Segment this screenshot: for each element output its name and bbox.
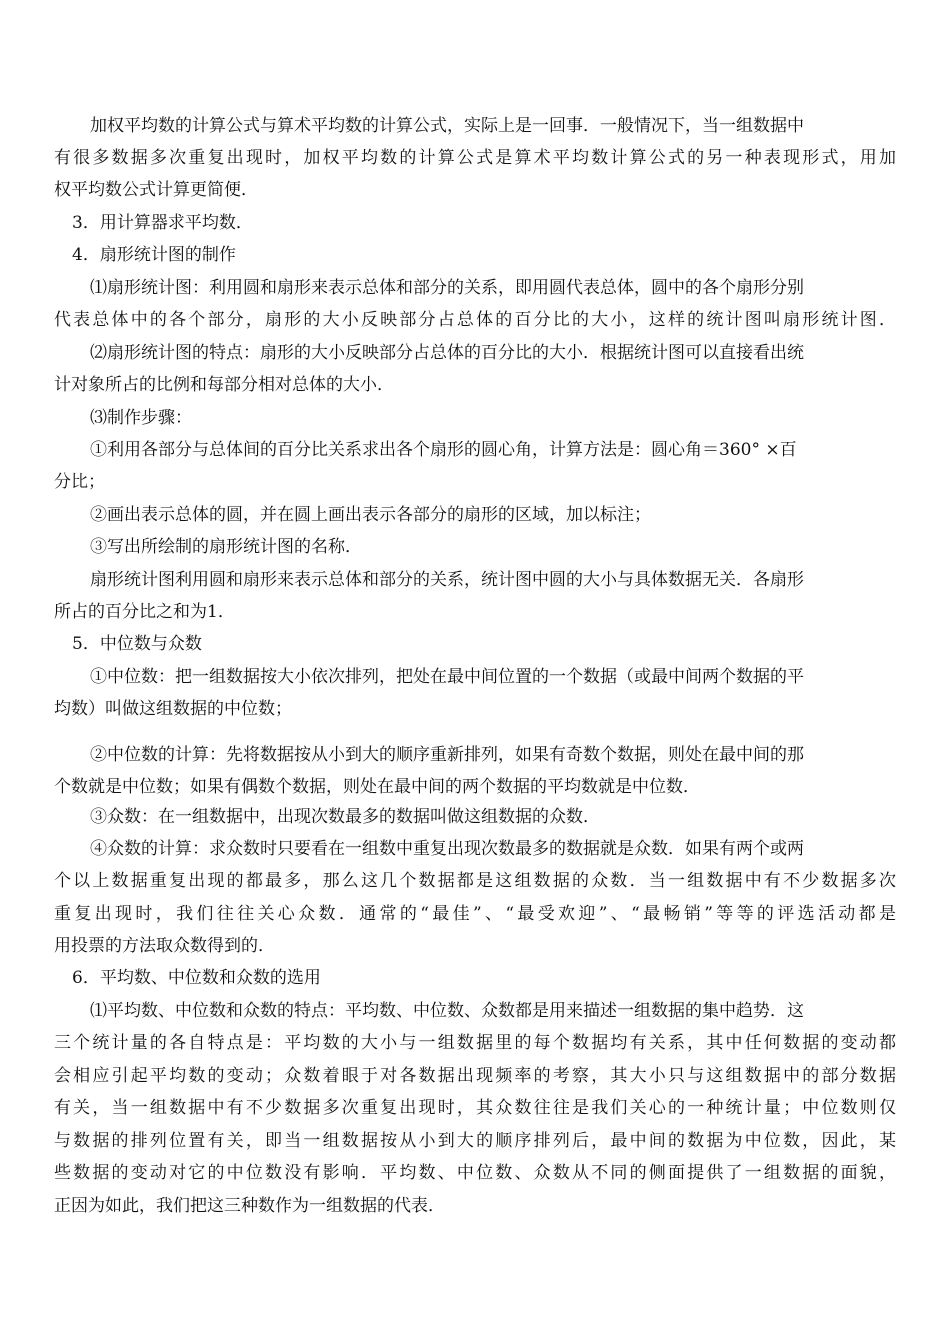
text-line: ④众数的计算：求众数时只要看在一组数中重复出现次数最多的数据就是众数．如果有两个或两 xyxy=(90,839,804,859)
section-heading: 6．平均数、中位数和众数的选用 xyxy=(72,968,321,988)
text-line: 均数）叫做这组数据的中位数； xyxy=(54,699,292,719)
section-heading: 3．用计算器求平均数． xyxy=(72,213,253,233)
text-line: 权平均数公式计算更简便． xyxy=(54,180,258,200)
text-line: 有很多数据多次重复出现时，加权平均数的计算公式是算术平均数计算公式的另一种表现形式，用加 xyxy=(54,148,896,168)
text-line: 扇形统计图利用圆和扇形来表示总体和部分的关系，统计图中圆的大小与具体数据无关．各扇形 xyxy=(90,570,804,590)
text-line: ③众数：在一组数据中，出现次数最多的数据叫做这组数据的众数． xyxy=(90,807,600,827)
text-line: ①利用各部分与总体间的百分比关系求出各个扇形的圆心角，计算方法是：圆心角＝360° ×百 xyxy=(90,440,797,460)
section-heading: 4．扇形统计图的制作 xyxy=(72,245,236,265)
text-line: ⑶制作步骤： xyxy=(90,408,192,428)
text-line: 三个统计量的各自特点是：平均数的大小与一组数据里的每个数据均有关系，其中任何数据的变动都 xyxy=(54,1033,896,1053)
text-line: 会相应引起平均数的变动；众数着眼于对各数据出现频率的考察，其大小只与这组数据中的部分数据 xyxy=(54,1066,896,1086)
text-line: 个以上数据重复出现的都最多，那么这几个数据都是这组数据的众数．当一组数据中有不少数据多次 xyxy=(54,871,896,891)
text-line: 所占的百分比之和为1． xyxy=(54,602,235,622)
text-line: ⑴扇形统计图：利用圆和扇形来表示总体和部分的关系，即用圆代表总体，圆中的各个扇形分别 xyxy=(90,278,804,298)
text-line: 个数就是中位数；如果有偶数个数据，则处在最中间的两个数据的平均数就是中位数． xyxy=(54,777,700,797)
text-line: ②中位数的计算：先将数据按从小到大的顺序重新排列，如果有奇数个数据，则处在最中间的那 xyxy=(90,745,804,765)
text-line: ⑴平均数、中位数和众数的特点：平均数、中位数、众数都是用来描述一组数据的集中趋势．这 xyxy=(90,1001,804,1021)
text-line: ⑵扇形统计图的特点：扇形的大小反映部分占总体的百分比的大小．根据统计图可以直接看出统 xyxy=(90,343,804,363)
text-line: ①中位数：把一组数据按大小依次排列，把处在最中间位置的一个数据（或最中间两个数据的平 xyxy=(90,667,804,687)
text-line: 计对象所占的比例和每部分相对总体的大小． xyxy=(54,375,394,395)
text-line: 加权平均数的计算公式与算术平均数的计算公式，实际上是一回事．一般情况下，当一组数据中 xyxy=(90,116,804,136)
text-line: ②画出表示总体的圆，并在圆上画出表示各部分的扇形的区域，加以标注； xyxy=(90,505,651,525)
text-line: 与数据的排列位置有关，即当一组数据按从小到大的顺序排列后，最中间的数据为中位数，因此，某 xyxy=(54,1131,896,1151)
section-heading: 5．中位数与众数 xyxy=(72,634,202,654)
text-line: 用投票的方法取众数得到的． xyxy=(54,936,275,956)
text-line: 有关，当一组数据中有不少数据多次重复出现时，其众数往往是我们关心的一种统计量；中位数则仅 xyxy=(54,1098,896,1118)
text-line: 些数据的变动对它的中位数没有影响．平均数、中位数、众数从不同的侧面提供了一组数据的面貌， xyxy=(54,1163,896,1183)
text-line: 代表总体中的各个部分，扇形的大小反映部分占总体的百分比的大小，这样的统计图叫扇形统计图． xyxy=(54,310,896,330)
text-line: 重复出现时，我们往往关心众数．通常的“最佳”、“最受欢迎”、“最畅销”等等的评选活动都是 xyxy=(54,904,896,924)
text-line: ③写出所绘制的扇形统计图的名称． xyxy=(90,537,362,557)
text-line: 正因为如此，我们把这三种数作为一组数据的代表． xyxy=(54,1196,445,1216)
text-line: 分比； xyxy=(54,472,105,492)
